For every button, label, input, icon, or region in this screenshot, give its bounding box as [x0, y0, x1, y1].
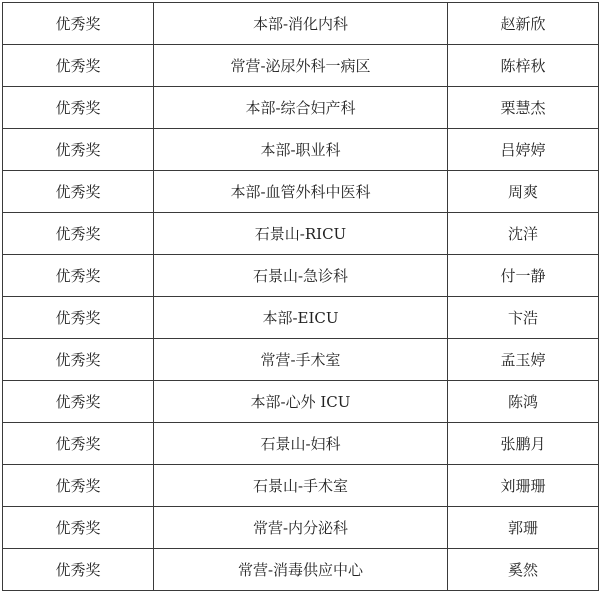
department-cell: 石景山-手术室 [154, 465, 448, 507]
table-row [3, 549, 599, 591]
name-cell: 刘珊珊 [448, 465, 599, 507]
table-row [3, 87, 599, 129]
award-cell: 优秀奖 [3, 423, 154, 465]
department-cell: 本部-血管外科中医科 [154, 171, 448, 213]
table-row [3, 255, 599, 297]
table-row [3, 45, 599, 87]
award-cell: 优秀奖 [3, 129, 154, 171]
name-cell: 孟玉婷 [448, 339, 599, 381]
name-cell: 张鹏月 [448, 423, 599, 465]
award-cell: 优秀奖 [3, 3, 154, 45]
award-cell: 优秀奖 [3, 465, 154, 507]
award-cell: 优秀奖 [3, 45, 154, 87]
table-row [3, 381, 599, 423]
award-cell: 优秀奖 [3, 297, 154, 339]
table-row [3, 171, 599, 213]
department-cell: 本部-EICU [154, 297, 448, 339]
department-cell: 常营-消毒供应中心 [154, 549, 448, 591]
department-cell: 常营-泌尿外科一病区 [154, 45, 448, 87]
department-cell: 石景山-RICU [154, 213, 448, 255]
name-cell: 奚然 [448, 549, 599, 591]
award-cell: 优秀奖 [3, 87, 154, 129]
table-row [3, 423, 599, 465]
table-row [3, 297, 599, 339]
table-row [3, 465, 599, 507]
department-cell: 本部-消化内科 [154, 3, 448, 45]
name-cell: 郭珊 [448, 507, 599, 549]
name-cell: 付一静 [448, 255, 599, 297]
award-table [2, 2, 599, 591]
award-cell: 优秀奖 [3, 549, 154, 591]
department-cell: 常营-内分泌科 [154, 507, 448, 549]
department-cell: 本部-综合妇产科 [154, 87, 448, 129]
award-cell: 优秀奖 [3, 381, 154, 423]
table-row [3, 507, 599, 549]
name-cell: 赵新欣 [448, 3, 599, 45]
department-cell: 本部-心外 ICU [154, 381, 448, 423]
award-cell: 优秀奖 [3, 339, 154, 381]
department-cell: 石景山-急诊科 [154, 255, 448, 297]
name-cell: 沈洋 [448, 213, 599, 255]
name-cell: 陈鸿 [448, 381, 599, 423]
award-cell: 优秀奖 [3, 507, 154, 549]
name-cell: 卞浩 [448, 297, 599, 339]
name-cell: 栗慧杰 [448, 87, 599, 129]
name-cell: 周爽 [448, 171, 599, 213]
award-cell: 优秀奖 [3, 255, 154, 297]
award-cell: 优秀奖 [3, 171, 154, 213]
name-cell: 陈梓秋 [448, 45, 599, 87]
department-cell: 本部-职业科 [154, 129, 448, 171]
award-rows [3, 3, 599, 591]
table-row [3, 339, 599, 381]
name-cell: 吕婷婷 [448, 129, 599, 171]
department-cell: 常营-手术室 [154, 339, 448, 381]
award-cell: 优秀奖 [3, 213, 154, 255]
table-row [3, 3, 599, 45]
table-row [3, 213, 599, 255]
table-row [3, 129, 599, 171]
department-cell: 石景山-妇科 [154, 423, 448, 465]
